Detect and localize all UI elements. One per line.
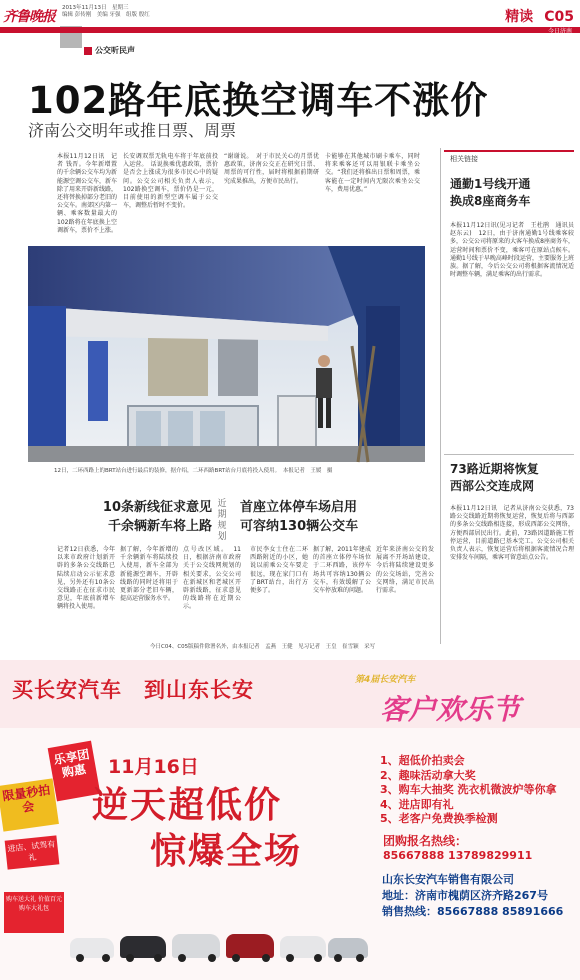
secondary-paragraph-6: 近年来济南公交的发展离不开场站建设，今后将陆续建设更多的公交场站，完善公交网络，满足市民出行需求。 (376, 546, 434, 595)
column-divider (440, 148, 441, 644)
secondary-paragraph-3: 点号改区域。 11日，根据济南市政府关于公交线网规划的相关要求，公交公司在新城区和老城区开辟新线路，征求意见的线路将在近期公示。 (183, 546, 241, 611)
sidebar-headline-1 (450, 176, 575, 210)
secondary-right-headline-line-2: 可容纳130辆公交车 (240, 519, 359, 534)
sidebar-headline-1-line-1: 通勤1号线开通 (450, 177, 531, 191)
ad-event-title: 客户欢乐节 (380, 693, 521, 726)
header-red-bar (0, 27, 580, 33)
ad-car-lineup (70, 916, 370, 972)
ad-hotline-numbers: 85667888 13789829911 (383, 849, 533, 862)
sidebar-text-2: 本报11月12日讯 记者从济南公交获悉，73路公交线路近期将恢复运营，恢复后将与西部的多条公交线路相连接，形成西部公交网络，方便西部居民出行。此前，73路因道路施工暂停运营，目前道路已基本完工。公交公司相关负责人表示，恢复运营后将根据客流情况合理安排发车间隔，乘客可留意站点公告。 (450, 505, 574, 562)
ad-dealer-phone: 销售热线：85667888 85891666 (382, 905, 564, 918)
secondary-right-headline (240, 498, 440, 536)
lead-headline: 102路年底换空调车不涨价 (28, 79, 489, 122)
editors-line: 编辑 彭传刚 美编 牙强 组版 殷红 (62, 12, 150, 18)
ad-badge-test-drive: 进店、试驾有礼 (5, 835, 60, 869)
brt-station-photo (28, 246, 425, 462)
ad-big-line-1: 逆天超低价 (92, 785, 283, 826)
sidebar-text-1: 本报11月12日讯(见习记者 王杜鹃 通讯员 赵东云) 12日，由于济南通勤1号线乘客较多，公交公司将原来的大客车换成8座商务车，运营时间和票价不变，乘客可在原站点候车。通勤1号线于早晚高峰时段运营，主要服务上班族。据了解，今后公交公司将根据客流情况适时调整车辆，满足乘客的出行需求。 (450, 222, 580, 279)
today-label: 今日济南 (547, 28, 572, 35)
secondary-paragraph-2: 据了解，今年新增的千余辆新车将陆续投入使用，新车全部为新能源空调车，开辟线路的同时还将用于更新部分老旧车辆，提高运营服务水平。 (120, 546, 178, 603)
lead-paragraph-4: 卡能够在其他城市刷卡乘车，同时将来乘客还可以用银联卡乘坐公交。“我们还将推出日票和周票，乘客能在一定时间内无限次乘坐公交车，费用优惠。” (325, 153, 420, 193)
changan-advertisement (0, 660, 580, 980)
secondary-paragraph-4: 市民李女士住在二环西路附近的小区，她说以前乘公交车要走很远，现在家门口有了BRT站台，出行方便多了。 (250, 546, 308, 595)
ad-activity-item: 4、进店即有礼 (380, 797, 454, 811)
sidebar-divider (444, 454, 574, 455)
secondary-paragraph-5: 据了解，2011年建成的首座立体停车场位于二环西路，该停车场共可容纳130辆公交车，有效缓解了公交车停放难的问题。 (313, 546, 371, 595)
date-line: 2013年11月13日 星期三 (62, 5, 129, 11)
ad-hotline-title: 团购报名热线： (383, 834, 468, 848)
sidebar-headline-2-line-1: 73路近期将恢复 (450, 462, 539, 476)
photo-caption: 12日，二环西路上的BRT站台进行最后的装修，据介绍，二环西路BRT站台月底将投入使用。 本报记者 王媛 摄 (54, 468, 333, 474)
credit-line: 今日C04、C05版稿件除署名外，由本报记者 孟燕 王健 见习记者 王皇 崔雪颖 采写 (150, 644, 376, 650)
secondary-left-headline-line-2: 千余辆新车将上路 (107, 519, 212, 534)
secondary-left-headline (72, 498, 212, 536)
secondary-right-headline-line-1: 首座立体停车场启用 (240, 500, 358, 515)
sidebar-headline-2 (450, 461, 575, 495)
lead-subheadline: 济南公交明年或推日票、周票 (28, 121, 237, 140)
ad-activity-item: 5、老客户免费换季检测 (380, 812, 498, 825)
ad-badge-flash-auction: 限量秒拍会 (0, 778, 59, 831)
ad-activity-item: 3、购车大抽奖 洗衣机微波炉等你拿 (380, 783, 557, 796)
section-label: 精读 (505, 9, 534, 25)
ad-dealer-name: 山东长安汽车销售有限公司 (382, 873, 514, 886)
ad-slogan: 买长安汽车 到山东长安 (12, 678, 254, 702)
ad-activity-item: 1、超低价拍卖会 (380, 754, 465, 767)
ad-badge-gift: 购车送大礼 价值百元购车大礼包 (4, 892, 64, 933)
column-label: 公交听民声 (95, 46, 135, 55)
page-number: C05 (544, 9, 574, 25)
ad-activity-list (380, 754, 580, 827)
sidebar-label: 相关链接 (450, 155, 478, 163)
ad-event-small: 第4届长安汽车 (355, 675, 416, 685)
ad-badge-group-buy: 乐享团购惠 (48, 741, 101, 802)
lead-paragraph-3: “谢谢说。 对于市民关心的月票优惠政策，济南公交正在研究日票、周票的可行性，届时将根据前期研究成果推出，方便市民出行。 (224, 153, 319, 185)
header-meta (62, 5, 150, 19)
sidebar-label-bar (444, 150, 574, 166)
sidebar-headline-2-line-2: 西部公交连成网 (450, 479, 535, 493)
column-square-icon (84, 47, 92, 55)
column-tag (84, 40, 135, 54)
secondary-paragraph-1: 记者12日获悉，今年以来市政府计划新开辟的多条公交线路已陆续启动公示征求意见，另外还有10条公交线路正在征求市民意见，年底前新增车辆将投入使用。 (57, 546, 115, 611)
photo-illustration (28, 246, 425, 462)
ad-big-line-2: 惊爆全场 (150, 831, 303, 872)
lead-paragraph-1: 本报11月12日讯 记者 钱晋。今年新增置的千余辆公交车均为新能源空调公交车，新车除了用来开辟新线路，还将替换掉部分老旧的公交车。南郊区内第一辆、乘客数量最大的102路将在年底换上空调新车，票价不上涨。 (57, 153, 118, 234)
secondary-tag: 近期规划 (217, 499, 227, 542)
ad-dealer-info (382, 872, 577, 920)
lead-paragraph-2: 长安调双票无轨电车将于年底前投入运营。 话说换乘优惠政策，票价是否会上涨成为很多市民心中的疑问。公交公司相关负责人表示，102路换空调车，票价仍是一元，目前使用的新型空调车属于公交车，调整后暂时不变价。 (123, 153, 218, 210)
sidebar-headline-1-line-2: 换成8座商务车 (450, 194, 531, 208)
secondary-left-headline-line-1: 10条新线征求意见 (102, 500, 212, 515)
section-header (505, 6, 574, 26)
ad-dealer-address: 地址：济南市槐荫区济齐路267号 (382, 889, 548, 902)
ad-activity-item: 2、趣味活动拿大奖 (380, 768, 476, 782)
masthead-logo: 齐鲁晚报 (3, 9, 55, 25)
ad-date: 11月16日 (108, 756, 199, 778)
